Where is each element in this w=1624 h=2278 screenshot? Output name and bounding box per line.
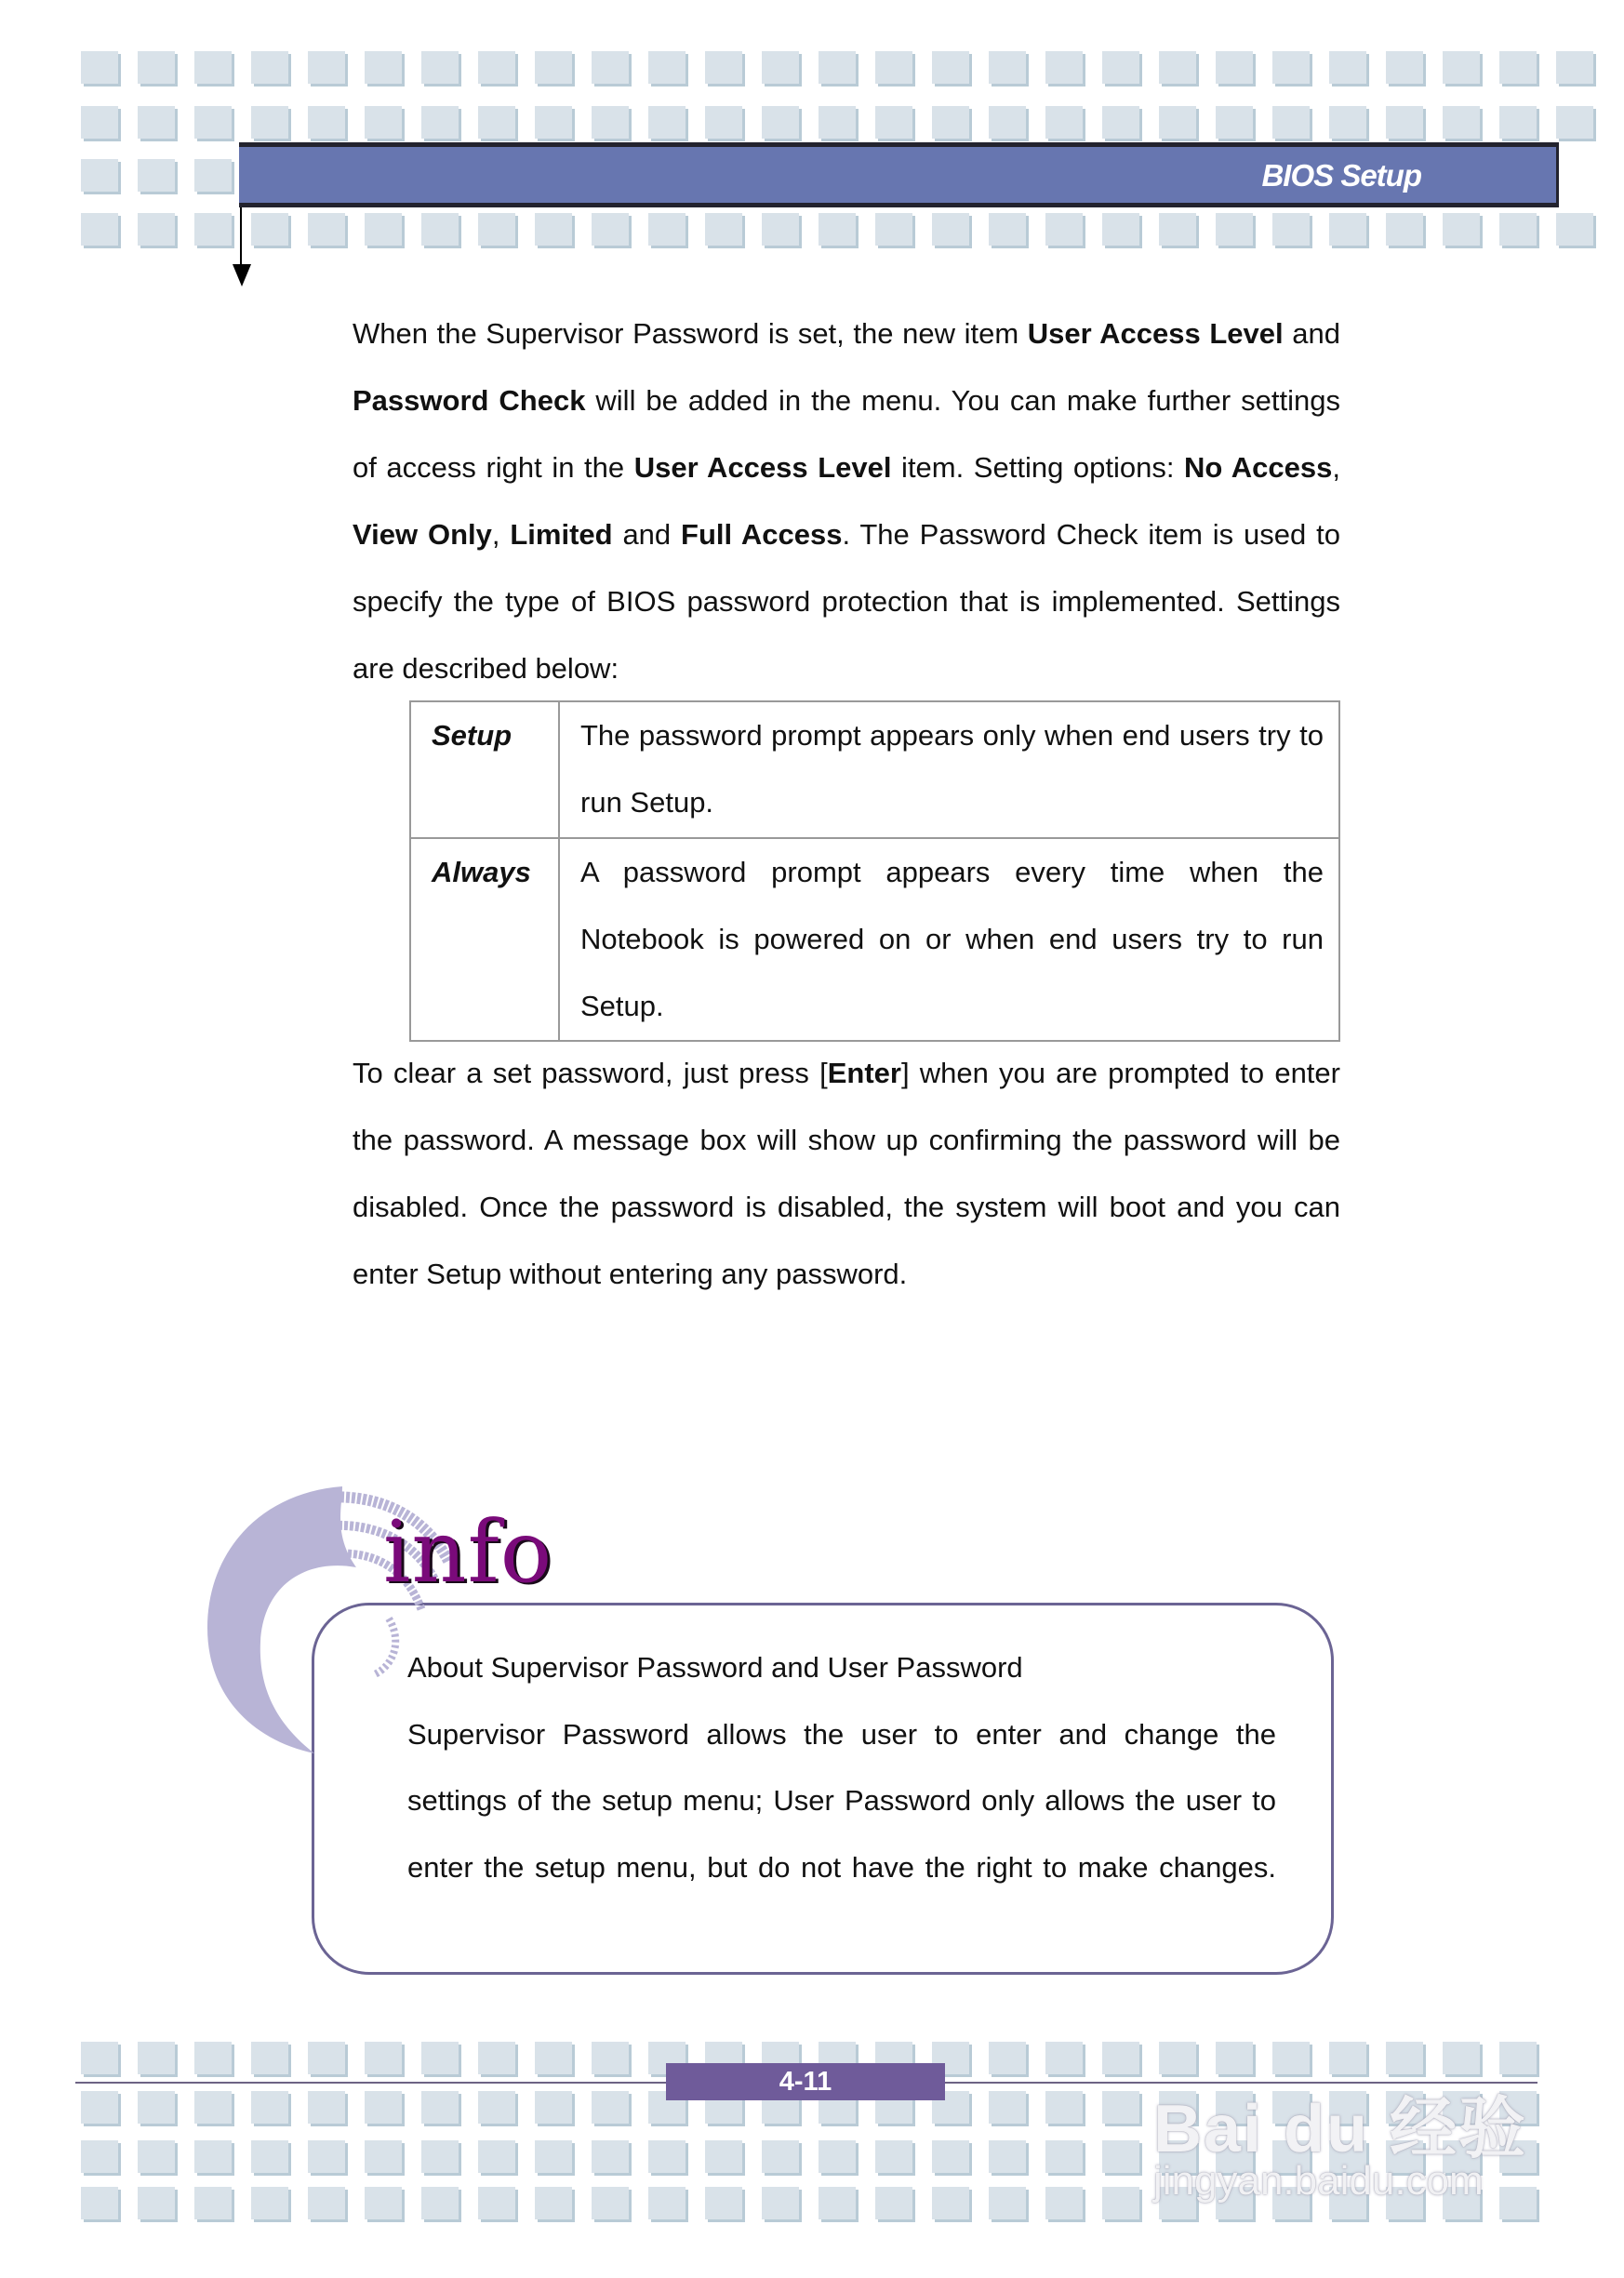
tile xyxy=(989,2042,1026,2074)
tile xyxy=(1216,106,1253,139)
tile xyxy=(819,2187,856,2219)
tile xyxy=(989,2091,1026,2124)
tile xyxy=(932,106,969,139)
tile xyxy=(251,51,288,84)
tile xyxy=(1102,2187,1139,2219)
tile xyxy=(251,2042,288,2074)
bold-term: Enter xyxy=(827,1057,901,1089)
tile xyxy=(989,106,1026,139)
tile xyxy=(421,2042,459,2074)
info-text-line: Supervisor Password allows the user to enter and change the xyxy=(407,1718,1276,1751)
tile xyxy=(535,2140,572,2173)
tile xyxy=(1499,2042,1537,2074)
tile xyxy=(138,213,175,246)
tile xyxy=(421,2187,459,2219)
text-segment: will be added in the menu. You can make further settings of access right in the xyxy=(353,384,1340,484)
tile xyxy=(989,51,1026,84)
tile xyxy=(648,2187,686,2219)
tile xyxy=(365,2042,402,2074)
tile xyxy=(81,213,118,246)
tile xyxy=(1556,213,1593,246)
tile xyxy=(1045,2187,1083,2219)
text-segment: , xyxy=(491,518,511,551)
tile xyxy=(1102,2091,1139,2124)
tile xyxy=(81,2091,118,2124)
info-text-line: enter the setup menu, but do not have the right to make changes. xyxy=(407,1851,1276,1884)
tile xyxy=(1045,2091,1083,2124)
tile xyxy=(648,51,686,84)
tile xyxy=(1329,51,1366,84)
tile xyxy=(705,2187,742,2219)
tile xyxy=(138,2140,175,2173)
tile xyxy=(535,2187,572,2219)
text-segment: . The Password Check item is used to specify the type of BIOS password protection that is implemented. Settings are described below: xyxy=(353,518,1340,685)
tile xyxy=(1216,51,1253,84)
tile xyxy=(138,51,175,84)
tile xyxy=(308,2042,345,2074)
tile xyxy=(194,2042,232,2074)
tile xyxy=(194,2187,232,2219)
arrow-down-icon xyxy=(233,264,251,286)
tile xyxy=(875,2187,912,2219)
tile xyxy=(819,106,856,139)
tile xyxy=(194,51,232,84)
table-row xyxy=(410,701,1339,838)
tile xyxy=(478,2187,515,2219)
tile xyxy=(138,2187,175,2219)
tile xyxy=(1102,106,1139,139)
setting-label: Always xyxy=(410,838,559,1041)
tile xyxy=(592,106,629,139)
info-heading: About Supervisor Password and User Password xyxy=(407,1651,1023,1684)
tile xyxy=(478,106,515,139)
text-segment: item. Setting options: xyxy=(891,451,1185,484)
tile xyxy=(1329,2042,1366,2074)
tile xyxy=(478,213,515,246)
tile xyxy=(1386,106,1423,139)
tile xyxy=(138,2091,175,2124)
tile xyxy=(1499,2187,1537,2219)
bold-term: User Access Level xyxy=(633,451,892,484)
tile xyxy=(1329,106,1366,139)
tile xyxy=(1499,106,1537,139)
tile xyxy=(535,2042,572,2074)
tile xyxy=(705,51,742,84)
tile xyxy=(1272,106,1310,139)
tile xyxy=(535,213,572,246)
tile xyxy=(648,213,686,246)
tile xyxy=(1329,213,1366,246)
tile xyxy=(762,51,799,84)
table-row xyxy=(410,838,1339,1041)
tile xyxy=(308,2140,345,2173)
tile xyxy=(1216,2042,1253,2074)
tile xyxy=(592,2091,629,2124)
tile xyxy=(365,213,402,246)
text-segment: ] when you are prompted to enter the password. A message box will show up confirming the password will be disabled. Once the password is disabled, the system will boot and you can enter Setup without entering any password. xyxy=(353,1057,1340,1290)
tile xyxy=(1386,213,1423,246)
tile xyxy=(875,2140,912,2173)
setting-description: The password prompt appears only when end users try to run Setup. xyxy=(559,701,1339,838)
tile xyxy=(1159,213,1196,246)
tile xyxy=(81,2042,118,2074)
tile xyxy=(365,2140,402,2173)
tile xyxy=(932,51,969,84)
tile xyxy=(592,2187,629,2219)
tile xyxy=(251,2187,288,2219)
tile xyxy=(762,213,799,246)
tile xyxy=(365,106,402,139)
tile xyxy=(932,2140,969,2173)
info-text-line: settings of the setup menu; User Password only allows the user to xyxy=(407,1784,1276,1817)
page-number: 4-11 xyxy=(666,2063,945,2100)
tile xyxy=(478,51,515,84)
settings-table xyxy=(409,700,1340,1042)
tile xyxy=(875,106,912,139)
tile xyxy=(535,106,572,139)
tile xyxy=(81,2140,118,2173)
tile xyxy=(251,213,288,246)
tile xyxy=(251,2091,288,2124)
tile xyxy=(1499,51,1537,84)
tile xyxy=(365,51,402,84)
tile xyxy=(194,213,232,246)
tile xyxy=(194,106,232,139)
header-title: BIOS Setup xyxy=(1261,158,1421,193)
tile xyxy=(762,2140,799,2173)
tile xyxy=(1045,51,1083,84)
tile xyxy=(932,2187,969,2219)
tile xyxy=(1272,2042,1310,2074)
tile xyxy=(1159,2042,1196,2074)
text-segment: and xyxy=(612,518,682,551)
tile xyxy=(138,106,175,139)
tile xyxy=(592,51,629,84)
tile xyxy=(989,2140,1026,2173)
tile xyxy=(421,213,459,246)
tile xyxy=(1216,213,1253,246)
tile xyxy=(1102,213,1139,246)
tile xyxy=(194,159,232,192)
setting-label: Setup xyxy=(410,701,559,838)
tile xyxy=(762,2187,799,2219)
tile xyxy=(1556,106,1593,139)
tile xyxy=(81,106,118,139)
tile xyxy=(81,159,118,192)
tile xyxy=(1443,106,1480,139)
tile xyxy=(1499,213,1537,246)
tile xyxy=(478,2140,515,2173)
tile xyxy=(194,2140,232,2173)
tile xyxy=(592,2140,629,2173)
tile xyxy=(1045,2042,1083,2074)
bold-term: View Only xyxy=(353,518,492,551)
tile xyxy=(365,2187,402,2219)
tile xyxy=(1045,213,1083,246)
tile xyxy=(1556,51,1593,84)
clear-password-paragraph xyxy=(353,1040,1340,1308)
tile xyxy=(421,51,459,84)
tile xyxy=(308,51,345,84)
tile xyxy=(875,51,912,84)
tile xyxy=(1102,2140,1139,2173)
tile xyxy=(1272,51,1310,84)
bold-term: User Access Level xyxy=(1027,317,1284,350)
watermark-url: jingyan.baidu.com xyxy=(1153,2158,1484,2204)
text-segment: and xyxy=(1283,317,1340,350)
tile xyxy=(1102,51,1139,84)
tile xyxy=(705,213,742,246)
tile xyxy=(535,2091,572,2124)
tile xyxy=(251,2140,288,2173)
tile xyxy=(819,51,856,84)
tile xyxy=(1386,51,1423,84)
tile xyxy=(819,213,856,246)
tile xyxy=(989,213,1026,246)
tile xyxy=(308,106,345,139)
tile xyxy=(762,106,799,139)
tile xyxy=(81,51,118,84)
tile xyxy=(365,2091,402,2124)
tile xyxy=(1272,213,1310,246)
arrow-line xyxy=(240,207,242,265)
tile xyxy=(648,2140,686,2173)
tile xyxy=(989,2187,1026,2219)
tile xyxy=(1159,51,1196,84)
tile xyxy=(81,2187,118,2219)
bold-term: Limited xyxy=(510,518,613,551)
tile xyxy=(1045,106,1083,139)
tile xyxy=(1045,2140,1083,2173)
text-segment: , xyxy=(1332,451,1340,484)
tile xyxy=(1443,51,1480,84)
intro-paragraph xyxy=(353,300,1340,702)
watermark-brand: Bai du 经验 xyxy=(1153,2092,1528,2166)
tile xyxy=(1443,213,1480,246)
tile xyxy=(648,106,686,139)
tile xyxy=(592,2042,629,2074)
tile xyxy=(421,2091,459,2124)
tile xyxy=(1386,2042,1423,2074)
tile xyxy=(421,106,459,139)
text-segment: When the Supervisor Password is set, the new item xyxy=(353,317,1028,350)
tile xyxy=(819,2140,856,2173)
tile xyxy=(251,106,288,139)
tile xyxy=(138,159,175,192)
info-logo: info xyxy=(383,1502,553,1602)
tile xyxy=(194,2091,232,2124)
header-bar xyxy=(239,142,1559,207)
tile xyxy=(421,2140,459,2173)
tile xyxy=(932,213,969,246)
tile xyxy=(308,2187,345,2219)
bold-term: Full Access xyxy=(681,518,843,551)
tile xyxy=(308,213,345,246)
text-segment: To clear a set password, just press [ xyxy=(353,1057,828,1089)
tile xyxy=(535,51,572,84)
tile xyxy=(1443,2042,1480,2074)
tile xyxy=(478,2042,515,2074)
tile xyxy=(705,2140,742,2173)
tile xyxy=(875,213,912,246)
tile xyxy=(705,106,742,139)
bold-term: Password Check xyxy=(353,384,586,417)
tile xyxy=(138,2042,175,2074)
setting-description: A password prompt appears every time when the Notebook is powered on or when end users try to run Setup. xyxy=(559,838,1339,1041)
tile xyxy=(478,2091,515,2124)
tile xyxy=(308,2091,345,2124)
tile xyxy=(1159,106,1196,139)
bold-term: No Access xyxy=(1184,451,1333,484)
tile xyxy=(1102,2042,1139,2074)
tile xyxy=(592,213,629,246)
